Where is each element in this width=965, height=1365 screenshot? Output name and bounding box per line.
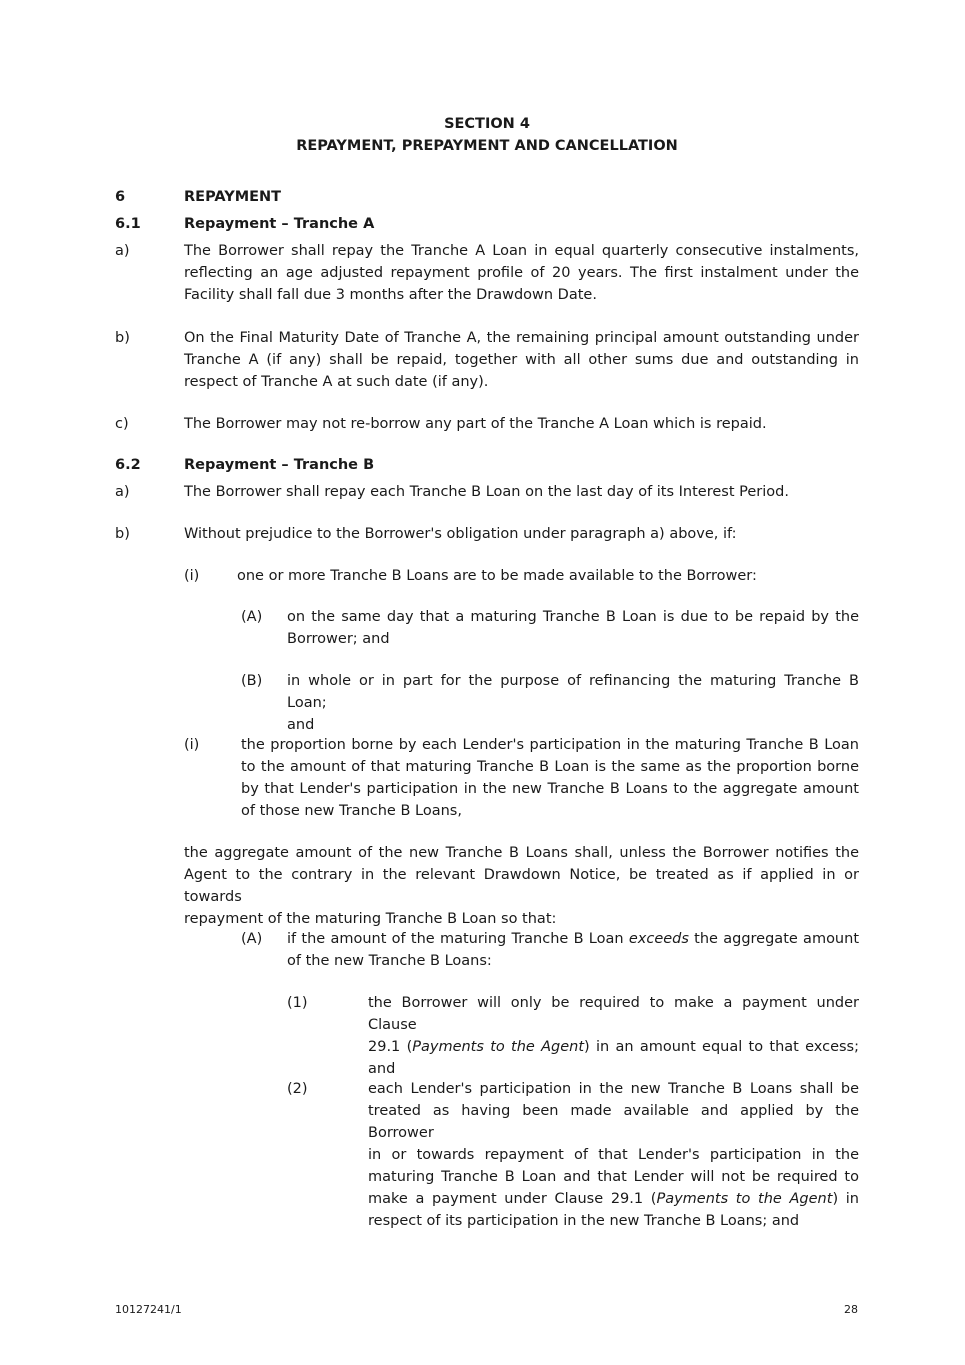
- para-line: the Borrower will only be required to make a payment under Clause: [368, 995, 859, 1033]
- para-6-1-b: [184, 327, 859, 393]
- sub-1: [368, 992, 859, 1080]
- page-number: 28: [844, 1303, 858, 1316]
- para-line: each Lender's participation in the new Tranche B Loans shall be: [368, 1081, 859, 1097]
- para-line: Agent to the contrary in the relevant Drawdown Notice, be treated as if applied in or towards: [184, 867, 859, 905]
- para-line: respect of Tranche A at such date (if any).: [184, 374, 489, 390]
- para-line: Borrower; and: [287, 631, 390, 647]
- clause-6-title: REPAYMENT: [184, 189, 282, 205]
- sub-B-1: [287, 670, 859, 736]
- sub-A-2-label: (A): [241, 931, 263, 947]
- para-line: by that Lender's participation in the new Tranche B Loans to the aggregate amount: [241, 781, 859, 797]
- section-title: REPAYMENT, PREPAYMENT AND CANCELLATION: [296, 138, 678, 154]
- para-line: and: [287, 717, 315, 733]
- para-line: the proportion borne by each Lender's participation in the maturing Tranche B Loan: [241, 737, 859, 753]
- para-line: respect of its participation in the new Tranche B Loans; and: [368, 1213, 800, 1229]
- para-6-1-b-label: b): [115, 330, 130, 346]
- para-line: to the amount of that maturing Tranche B Loan is the same as the proportion borne: [241, 759, 859, 775]
- para-6-2-a-label: a): [115, 484, 130, 500]
- sub-i-2-label: (i): [184, 737, 200, 753]
- para-line: of the new Tranche B Loans:: [287, 953, 492, 969]
- clause-6-1-number: 6.1: [115, 216, 141, 232]
- para-line: maturing Tranche B Loan and that Lender will not be required to: [368, 1169, 859, 1185]
- para-line: in or towards repayment of that Lender's participation in the: [368, 1147, 859, 1163]
- sub-1-label: (1): [287, 995, 308, 1011]
- text-run: ) in: [832, 1191, 859, 1207]
- para-line: on the same day that a maturing Tranche B Loan is due to be repaid by the: [287, 609, 859, 625]
- document-reference: 10127241/1: [115, 1303, 182, 1316]
- para-6-2-a: The Borrower shall repay each Tranche B Loan on the last day of its Interest Period.: [184, 484, 789, 500]
- para-line: treated as having been made available and applied by the Borrower: [368, 1103, 859, 1141]
- sub-B-1-label: (B): [241, 673, 263, 689]
- emphasis: Payments to the Agent: [656, 1191, 833, 1207]
- emphasis: Payments to the Agent: [412, 1039, 585, 1055]
- para-line: On the Final Maturity Date of Tranche A, the remaining principal amount outstanding under: [184, 330, 859, 346]
- sub-i-2: [241, 734, 859, 822]
- clause-6-2-title: Repayment – Tranche B: [184, 457, 375, 473]
- para-6-1-c: The Borrower may not re-borrow any part of the Tranche A Loan which is repaid.: [184, 416, 767, 432]
- tail-paragraph: [184, 842, 859, 930]
- clause-6-2-number: 6.2: [115, 457, 141, 473]
- text-run: ) in an amount equal to that excess;: [584, 1039, 859, 1055]
- clause-6-1-title: Repayment – Tranche A: [184, 216, 375, 232]
- para-line: The Borrower shall repay the Tranche A Loan in equal quarterly consecutive instalments,: [184, 243, 859, 259]
- para-line: [287, 928, 859, 950]
- para-line: in whole or in part for the purpose of refinancing the maturing Tranche B Loan;: [287, 673, 859, 711]
- para-line: [368, 1036, 859, 1058]
- para-line: reflecting an age adjusted repayment profile of 20 years. The first instalment under the: [184, 265, 859, 281]
- text-run: make a payment under Clause 29.1 (: [368, 1191, 657, 1207]
- sub-2-label: (2): [287, 1081, 308, 1097]
- text-run: if the amount of the maturing Tranche B Loan: [287, 931, 629, 947]
- emphasis: exceeds: [628, 931, 689, 947]
- para-6-2-b: Without prejudice to the Borrower's obligation under paragraph a) above, if:: [184, 526, 737, 542]
- para-6-1-a-label: a): [115, 243, 130, 259]
- para-line: Tranche A (if any) shall be repaid, together with all other sums due and outstanding in: [184, 352, 859, 368]
- para-line: repayment of the maturing Tranche B Loan so that:: [184, 911, 557, 927]
- para-line: of those new Tranche B Loans,: [241, 803, 462, 819]
- para-6-2-b-label: b): [115, 526, 130, 542]
- sub-i-1-label: (i): [184, 568, 200, 584]
- sub-i-1: one or more Tranche B Loans are to be made available to the Borrower:: [237, 568, 757, 584]
- para-line: and: [368, 1061, 396, 1077]
- text-run: 29.1 (: [368, 1039, 413, 1055]
- text-run: the aggregate amount: [688, 931, 860, 947]
- sub-A-2: [287, 928, 859, 972]
- para-6-1-a: [184, 240, 859, 306]
- para-line: Facility shall fall due 3 months after the Drawdown Date.: [184, 287, 597, 303]
- para-line: the aggregate amount of the new Tranche B Loans shall, unless the Borrower notifies the: [184, 845, 859, 861]
- sub-A-1: [287, 606, 859, 650]
- clause-6-number: 6: [115, 189, 126, 205]
- section-number: SECTION 4: [444, 116, 530, 132]
- sub-A-1-label: (A): [241, 609, 263, 625]
- para-line: [368, 1188, 859, 1210]
- sub-2: [368, 1078, 859, 1232]
- para-6-1-c-label: c): [115, 416, 129, 432]
